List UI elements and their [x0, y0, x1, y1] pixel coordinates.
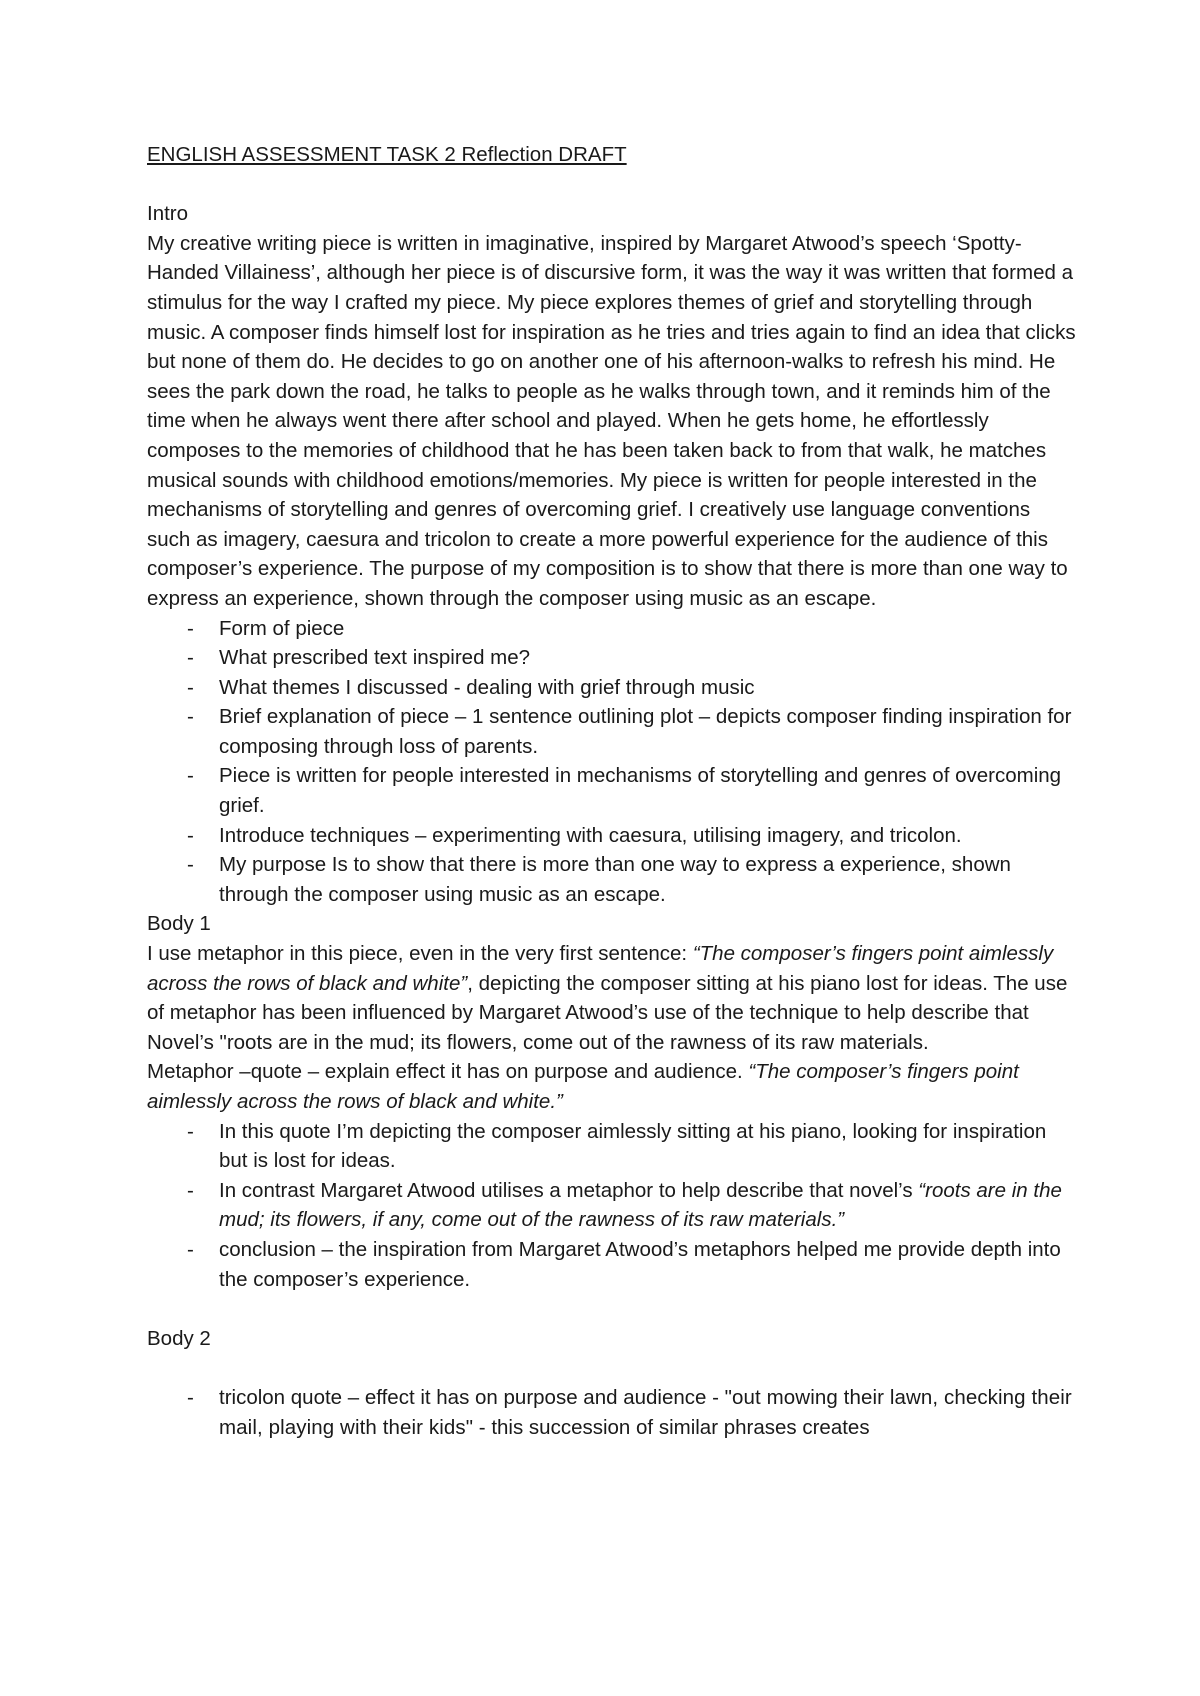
dash-marker: -: [187, 1178, 194, 1202]
body1-heading: Body 1: [147, 912, 211, 936]
body1-p1-start: I use metaphor in this piece, even in the very first sentence:: [147, 942, 693, 966]
list-item: [147, 1383, 1077, 1442]
blank-line: [147, 1353, 1077, 1383]
list-item-text: Piece is written for people interested in mechanisms of storytelling and genres of overcoming grief.: [219, 764, 1062, 818]
list-item-quote: “roots are in the mud; its flowers, if any, come out of the rawness of its raw materials.”: [219, 1178, 1062, 1232]
blank-line: [147, 1294, 1077, 1324]
intro-paragraph: My creative writing piece is written in imaginative, inspired by Margaret Atwood’s speech ‘Spotty-Handed Villainess’, although her piece is of discursive form, it was the way it was written that formed a stimulus for the way I crafted my piece. My piece explores themes of grief and storytelling through music. A composer finds himself lost for inspiration as he tries and tries again to find an idea that clicks but none of them do. He decides to go on another one of his afternoon-walks to refresh his mind. He sees the park down the road, he talks to people as he walks through town, and it reminds him of the time when he always went there after school and played. When he gets home, he effortlessly composes to the memories of childhood that he has been taken back to from that walk, he matches musical sounds with childhood emotions/memories. My piece is written for people interested in the mechanisms of storytelling and genres of overcoming grief. I creatively use language conventions such as imagery, caesura and tricolon to create a more powerful experience for the audience of this composer’s experience. The purpose of my composition is to show that there is more than one way to express an experience, shown through the composer using music as an escape.: [147, 231, 1076, 610]
list-item: [147, 1176, 1077, 1235]
list-item-text: Form of piece: [219, 616, 345, 640]
document-title: ENGLISH ASSESSMENT TASK 2 Reflection DRAFT: [147, 143, 627, 166]
intro-bullet-list: [147, 614, 1077, 910]
list-item: [147, 761, 1077, 820]
list-item: [147, 673, 1077, 703]
body2-heading: Body 2: [147, 1326, 211, 1350]
list-item-text: Brief explanation of piece – 1 sentence outlining plot – depicts composer finding inspiration for composing through loss of parents.: [219, 705, 1072, 758]
body1-p2-start: Metaphor –quote – explain effect it has on purpose and audience.: [147, 1060, 749, 1084]
list-item: [147, 850, 1077, 909]
list-item: [147, 614, 1077, 644]
body1-p2-quote: “The composer’s fingers point aimlessly across the rows of black and white.”: [147, 1060, 1019, 1113]
blank-line: [147, 170, 1077, 200]
list-item-quote: "out mowing their lawn, checking their mail, playing with their kids": [219, 1385, 1072, 1439]
dash-marker: -: [187, 1119, 194, 1143]
body1-paragraph: [147, 939, 1077, 1057]
document-page: [147, 140, 1077, 1442]
intro-heading: Intro: [147, 202, 189, 226]
list-item-text: What prescribed text inspired me?: [219, 646, 531, 670]
list-item-text: tricolon quote – effect it has on purpose and audience -: [219, 1385, 725, 1409]
dash-marker: -: [187, 705, 194, 729]
list-item-text: In this quote I’m depicting the composer aimlessly sitting at his piano, looking for inspiration but is lost for ideas.: [219, 1119, 1047, 1173]
dash-marker: -: [187, 764, 194, 788]
body1-bullet-list: [147, 1117, 1077, 1295]
body1-p1-end: , depicting the composer sitting at his piano lost for ideas. The use of metaphor has been influenced by Margaret Atwood’s use of the technique to help describe that Novel’s "roots are in the mud; its flowers, come out of the rawness of its raw materials.: [147, 971, 1068, 1054]
list-item: [147, 702, 1077, 761]
list-item-text: What themes I discussed - dealing with grief through music: [219, 675, 755, 699]
list-item-text: conclusion – the inspiration from Margaret Atwood’s metaphors helped me provide depth into the composer’s experience.: [219, 1237, 1061, 1291]
list-item: [147, 1117, 1077, 1176]
list-item-text: My purpose Is to show that there is more than one way to express a experience, shown through the composer using music as an escape.: [219, 853, 1011, 906]
body1-metaphor-line: [147, 1057, 1077, 1116]
list-item: [147, 821, 1077, 851]
dash-marker: -: [187, 616, 194, 640]
list-item: [147, 1235, 1077, 1294]
body1-p1-quote: “The composer’s fingers point aimlessly across the rows of black and white”: [147, 942, 1054, 995]
dash-marker: -: [187, 1237, 194, 1261]
list-item-text: In contrast Margaret Atwood utilises a metaphor to help describe that novel’s: [219, 1178, 919, 1202]
dash-marker: -: [187, 853, 194, 877]
dash-marker: -: [187, 1385, 194, 1409]
list-item-text-end: - this succession of similar phrases creates: [473, 1415, 870, 1439]
list-item: [147, 643, 1077, 673]
dash-marker: -: [187, 646, 194, 670]
body2-bullet-list: [147, 1383, 1077, 1442]
dash-marker: -: [187, 675, 194, 699]
dash-marker: -: [187, 823, 194, 847]
list-item-text: Introduce techniques – experimenting with caesura, utilising imagery, and tricolon.: [219, 823, 962, 847]
